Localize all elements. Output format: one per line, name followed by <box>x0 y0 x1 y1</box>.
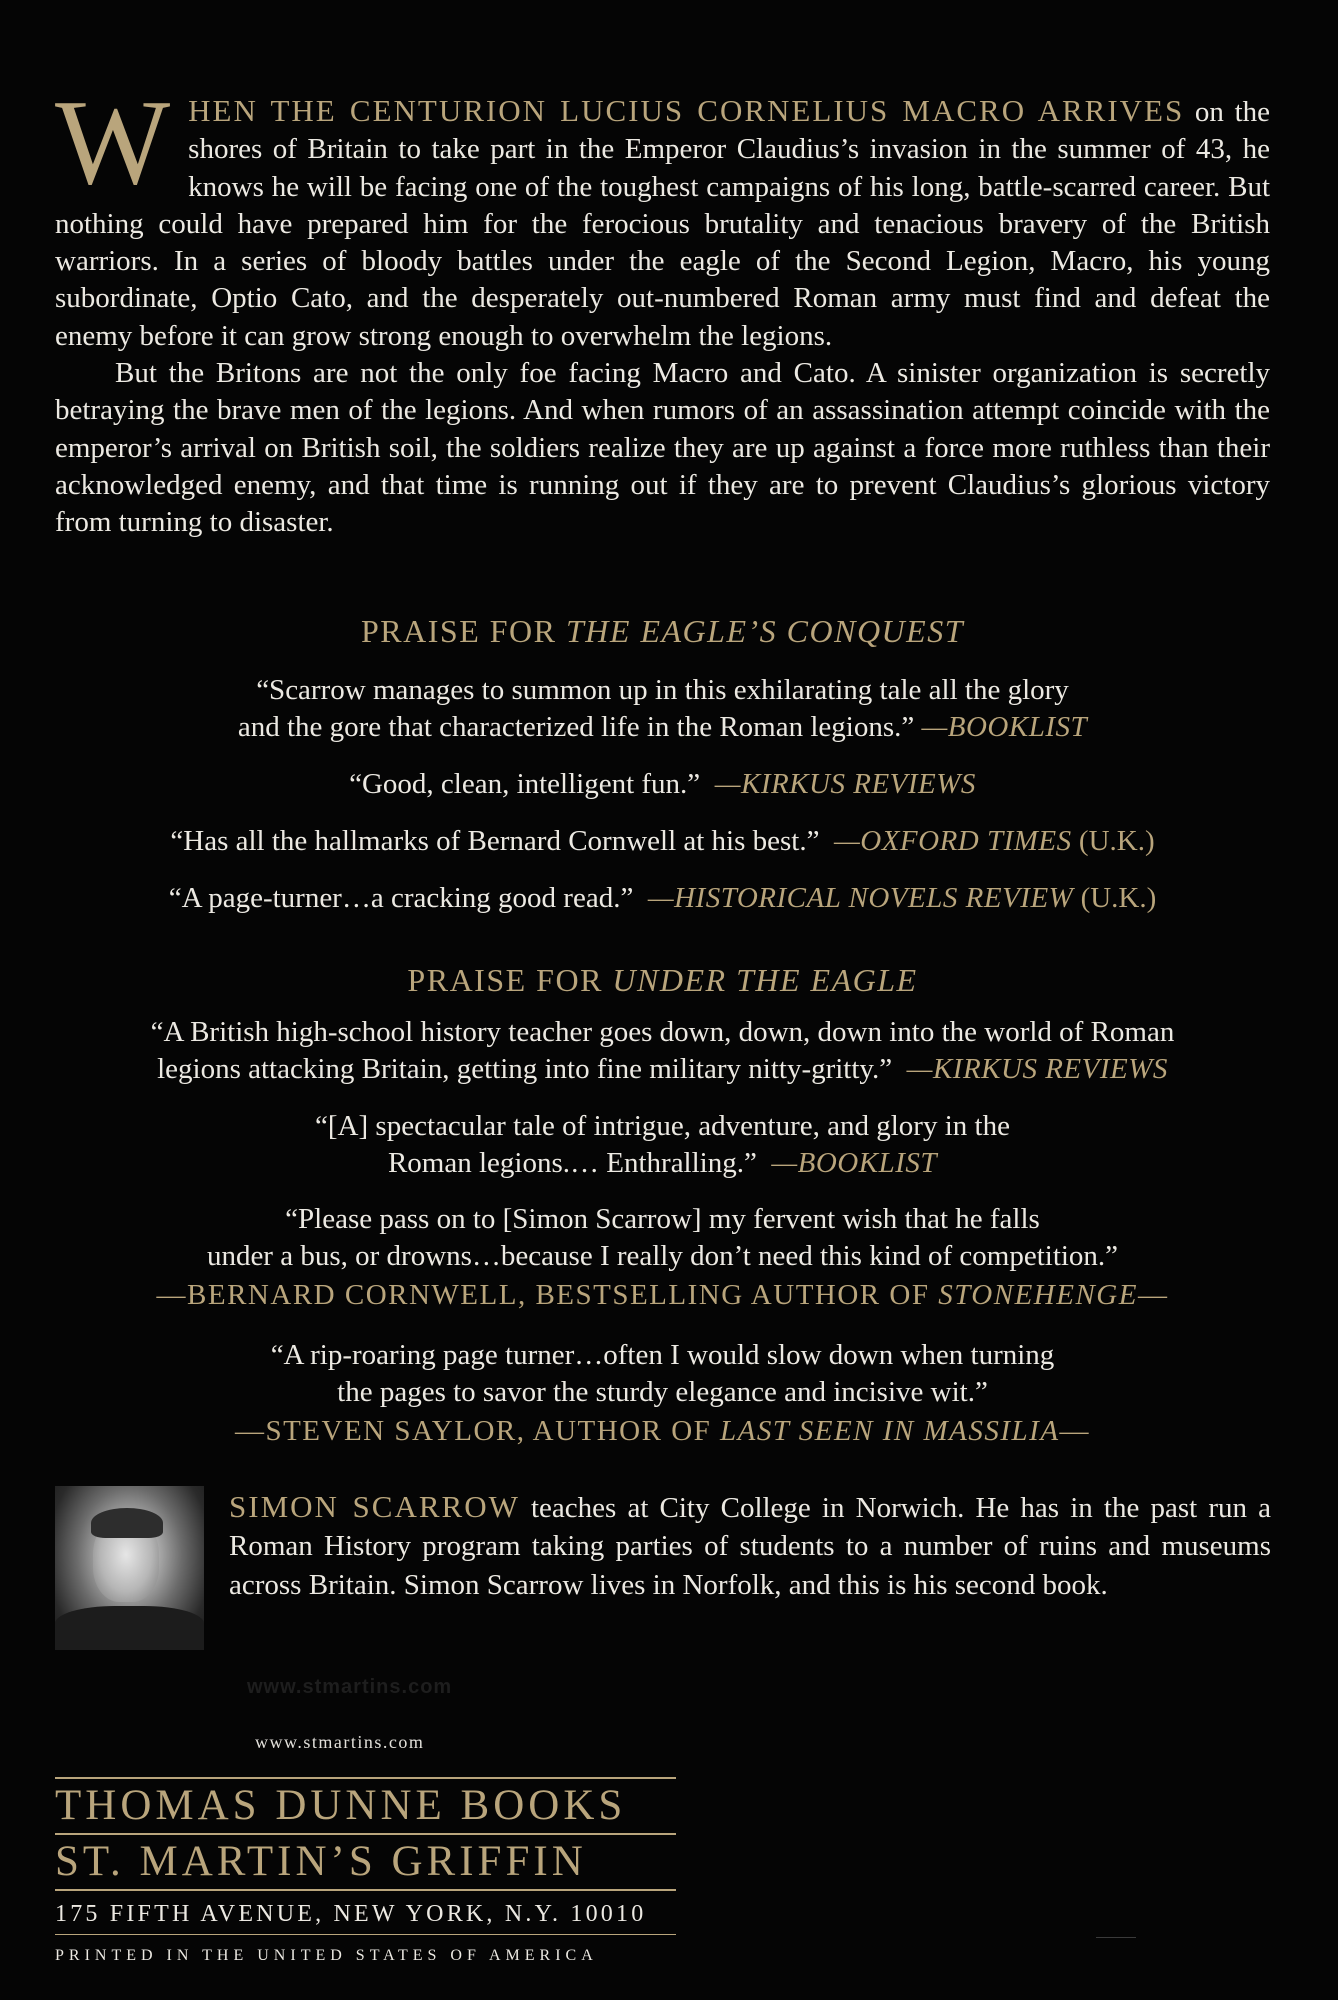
quote-line: legions attacking Britain, getting into fine military nitty-gritty.” <box>157 1053 893 1085</box>
attribution-title: STONEHENGE <box>938 1279 1138 1311</box>
praise-heading-under-the-eagle <box>55 962 1270 999</box>
author-name: SIMON SCARROW <box>229 1489 520 1524</box>
attribution-end: — <box>1059 1415 1091 1447</box>
quote-booklist-1 <box>55 672 1270 746</box>
quote-source-suffix: (U.K.) <box>1078 825 1155 857</box>
quote-line: “Good, clean, intelligent fun.” <box>349 768 701 800</box>
blurb-paragraph-1-text: on the shores of Britain to take part in the Emperor Claudius’s invasion in the summer of 43, he knows he will be facing one of the toughest campaigns of his long, battle-scarred career. But nothing could have prepared him for the ferocious brutality and tenacious bravery of the British warriors. In a series of bloody battles under the eagle of the Second Legion, Macro, his young subordinate, Optio Cato, and the desperately out-numbered Roman army must find and defeat the enemy before it can grow strong enough to overwhelm the legions. <box>55 96 1270 352</box>
attribution-end: — <box>1137 1279 1169 1311</box>
quote-source: —BOOKLIST <box>771 1147 938 1179</box>
photo-shoulders <box>55 1606 204 1650</box>
publisher-block <box>55 1774 676 1965</box>
quote-line: “Please pass on to [Simon Scarrow] my fervent wish that he falls <box>285 1203 1040 1235</box>
author-bio <box>229 1488 1271 1604</box>
quote-source-suffix: (U.K.) <box>1080 882 1157 914</box>
photo-hair <box>91 1508 163 1538</box>
praise-heading-prefix: PRAISE FOR <box>407 962 613 998</box>
quote-line: “Has all the hallmarks of Bernard Cornwell at his best.” <box>170 825 820 857</box>
blurb-lead-caps: HEN THE CENTURION LUCIUS CORNELIUS MACRO ARRIVES <box>188 93 1185 128</box>
quote-source: —OXFORD TIMES <box>833 825 1072 857</box>
quote-source: —KIRKUS REVIEWS <box>906 1053 1168 1085</box>
drop-cap: W <box>55 75 171 210</box>
quote-line: “A page-turner…a cracking good read.” <box>168 882 634 914</box>
back-cover-blurb <box>55 75 1270 542</box>
quote-attribution <box>55 1277 1270 1314</box>
quote-source: —HISTORICAL NOVELS REVIEW <box>647 882 1074 914</box>
faint-mark <box>1096 1937 1136 1938</box>
quote-attribution <box>55 1413 1270 1450</box>
attribution-text: —BERNARD CORNWELL, BESTSELLING AUTHOR OF <box>156 1279 939 1311</box>
blurb-paragraph-1 <box>55 75 1270 355</box>
quote-line: “Scarrow manages to summon up in this exhilarating tale all the glory <box>256 674 1069 706</box>
praise-heading-eagles-conquest <box>55 613 1270 650</box>
quote-source: —BOOKLIST <box>921 711 1088 743</box>
author-photo <box>55 1486 204 1650</box>
quote-bernard-cornwell <box>55 1201 1270 1314</box>
rule-middle <box>55 1833 676 1835</box>
quote-steven-saylor <box>55 1337 1270 1450</box>
quote-line: “A British high-school history teacher goes down, down, down into the world of Roman <box>150 1016 1175 1048</box>
quote-line: “[A] spectacular tale of intrigue, adventure, and glory in the <box>315 1110 1010 1142</box>
quote-kirkus-2 <box>55 1014 1270 1088</box>
quote-line: under a bus, or drowns…because I really don’t need this kind of competition.” <box>206 1240 1119 1272</box>
rule-address <box>55 1934 676 1935</box>
quote-source: —KIRKUS REVIEWS <box>714 768 976 800</box>
website-url: www.stmartins.com <box>255 1732 425 1752</box>
imprint-st-martins-griffin: ST. MARTIN’S GRIFFIN <box>55 1838 587 1885</box>
author-bio-text: teaches at City College in Norwich. He has in the past run a Roman History program taking parties of students to a number of ruins and museums across Britain. Simon Scarrow lives in Norfolk, and this is his second book. <box>229 1492 1271 1601</box>
attribution-text: —STEVEN SAYLOR, AUTHOR OF <box>234 1415 721 1447</box>
quote-line: “A rip-roaring page turner…often I would slow down when turning <box>270 1339 1055 1371</box>
imprint-thomas-dunne: THOMAS DUNNE BOOKS <box>55 1782 627 1829</box>
printed-in: PRINTED IN THE UNITED STATES OF AMERICA <box>55 1947 598 1964</box>
praise-heading-title: THE EAGLE’S CONQUEST <box>565 613 964 649</box>
quote-line: the pages to savor the sturdy elegance and incisive wit.” <box>337 1376 988 1408</box>
blurb-paragraph-2: But the Britons are not the only foe facing Macro and Cato. A sinister organization is secretly betraying the brave men of the legions. And when rumors of an assassination attempt coincide with the emperor’s arrival on British soil, the soldiers realize they are up against a force more ruthless than their acknowledged enemy, and that time is running out if they are to prevent Claudius’s glorious victory from turning to disaster. <box>55 357 1270 539</box>
praise-heading-prefix: PRAISE FOR <box>360 613 566 649</box>
quote-kirkus-1 <box>55 766 1270 803</box>
quote-oxford-times <box>55 823 1270 860</box>
quote-line: and the gore that characterized life in the Roman legions.” <box>237 711 915 743</box>
quote-line: Roman legions.… Enthralling.” <box>387 1147 757 1179</box>
quote-historical-novels <box>55 880 1270 917</box>
rule-bottom <box>55 1889 676 1891</box>
quote-booklist-2 <box>55 1108 1270 1182</box>
website-watermark: www.stmartins.com <box>247 1676 453 1698</box>
publisher-address: 175 FIFTH AVENUE, NEW YORK, N.Y. 10010 <box>55 1901 647 1927</box>
rule-top <box>55 1777 676 1779</box>
praise-heading-title: UNDER THE EAGLE <box>612 962 918 998</box>
attribution-title: LAST SEEN IN MASSILIA <box>720 1415 1060 1447</box>
